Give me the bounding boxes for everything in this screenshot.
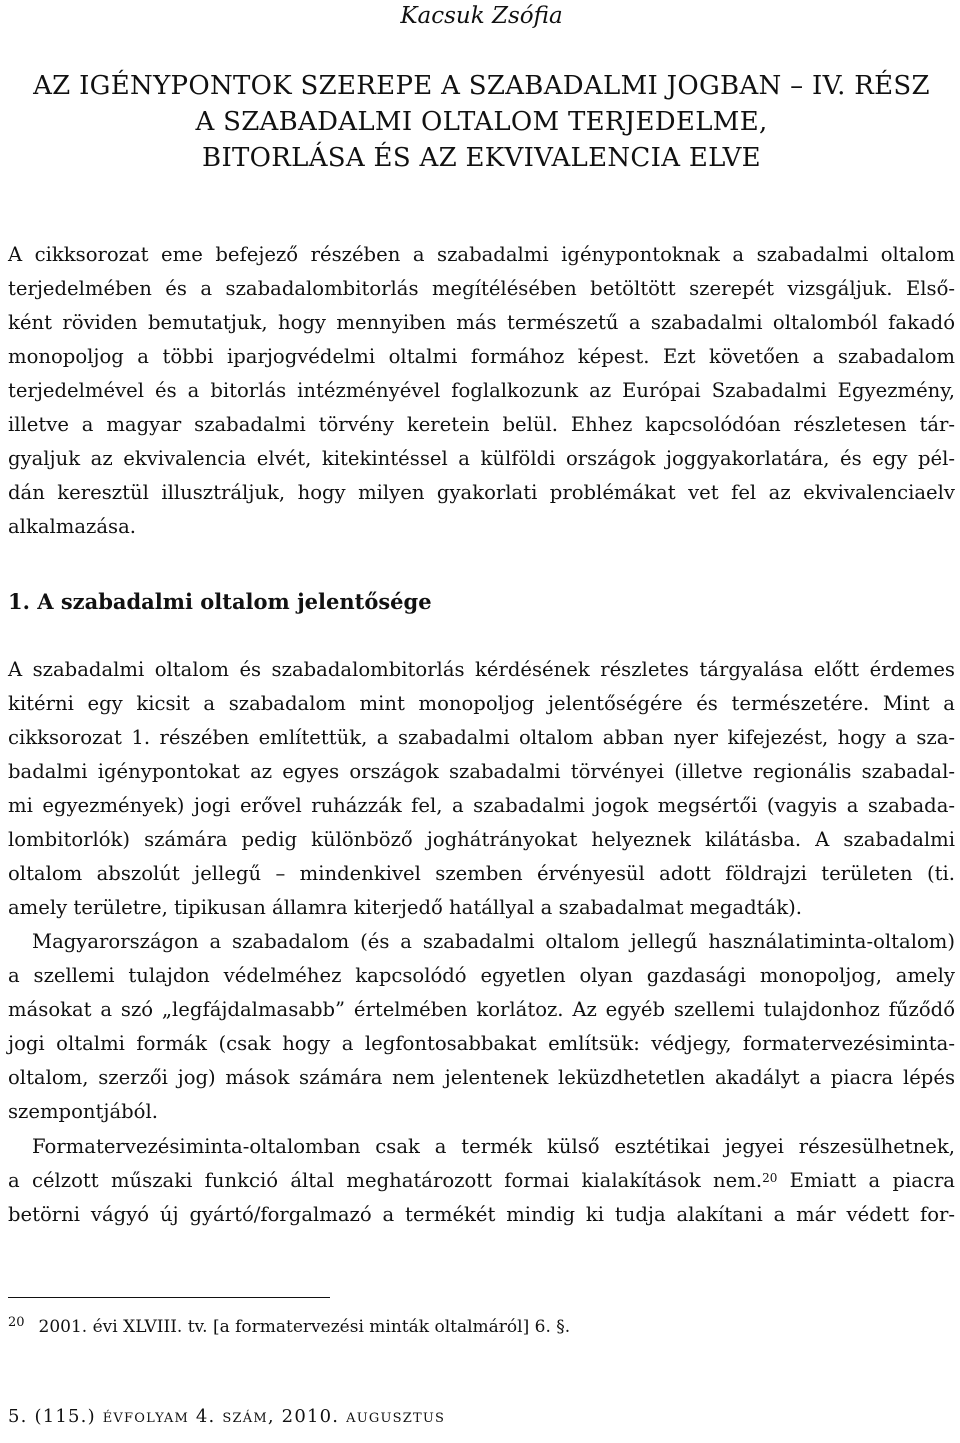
- article-title: [8, 68, 955, 176]
- text-line: Magyarországon a szabadalom (és a szabadalmi oltalom jellegű használatiminta-oltalom): [32, 930, 955, 953]
- footnote-number: 20: [8, 1315, 25, 1330]
- footnote-separator: [8, 1297, 330, 1298]
- text-line: szempontjából.: [8, 1100, 158, 1123]
- text-line: badalmi igénypontokat az egyes országok szabadalmi törvényei (illetve regionális szabadal-: [8, 760, 955, 783]
- document-page: [8, 0, 955, 1443]
- text-line: ként röviden bemutatjuk, hogy mennyiben más természetű a szabadalmi oltalomból fakadó: [8, 311, 955, 334]
- title-line: A SZABADALMI OLTALOM TERJEDELME,: [195, 107, 768, 137]
- text-line: monopoljog a többi iparjogvédelmi oltalmi formához képest. Ezt követően a szabadalom: [8, 345, 955, 368]
- text-line: lombitorlók) számára pedig különböző joghátrányokat helyeznek kilátásba. A szabadalmi: [8, 828, 955, 851]
- footnote-text: 2001. évi XLVIII. tv. [a formatervezési minták oltalmáról] 6. §.: [38, 1317, 571, 1337]
- text-line: terjedelmével és a bitorlás intézményével foglalkozunk az Európai Szabadalmi Egyezmény,: [8, 379, 955, 402]
- text-line: terjedelmében és a szabadalombitorlás megítélésében betöltött szerepét vizsgáljuk. Első-: [8, 277, 955, 300]
- text-line: A cikksorozat eme befejező részében a szabadalmi igénypontoknak a szabadalmi oltalom: [8, 243, 955, 266]
- body-paragraph-2: [8, 925, 955, 1129]
- text-segment: a célzott műszaki funkció által meghatározott formai kialakítások nem.: [8, 1169, 763, 1192]
- text-line: amely területre, tipikusan államra kiterjedő hatállyal a szabadalmat megadták).: [8, 896, 802, 919]
- text-line: jogi oltalmi formák (csak hogy a legfontosabbakat említsük: védjegy, formatervezésiminta-: [8, 1032, 955, 1055]
- text-line: alkalmazása.: [8, 515, 137, 538]
- body-paragraph-3: [8, 1130, 955, 1232]
- title-line: AZ IGÉNYPONTOK SZEREPE A SZABADALMI JOGBAN – IV. RÉSZ: [33, 71, 930, 101]
- text-line: oltalom, szerzői jog) mások számára nem jelentenek leküzdhetetlen akadályt a piacra lépés: [8, 1066, 955, 1089]
- text-line: illetve a magyar szabadalmi törvény keretein belül. Ehhez kapcsolódóan részletesen tár-: [8, 413, 955, 436]
- text-line: másokat a szó „legfájdalmasabb” értelmében korlátoz. Az egyéb szellemi tulajdonhoz fűződő: [8, 998, 955, 1021]
- footnote-reference[interactable]: 20: [762, 1171, 778, 1185]
- text-segment: Emiatt a piacra: [777, 1169, 955, 1192]
- text-line: mi egyezmények) jogi erővel ruházzák fel, a szabadalmi jogok megsértői (vagyis a szabada-: [8, 794, 955, 817]
- title-line: BITORLÁSA ÉS AZ EKVIVALENCIA ELVE: [202, 143, 761, 173]
- text-line: kitérni egy kicsit a szabadalom mint monopoljog jelentőségére és természetére. Mint a: [8, 692, 955, 715]
- text-line: a szellemi tulajdon védelméhez kapcsolódó egyetlen olyan gazdasági monopoljog, amely: [8, 964, 955, 987]
- text-line: dán keresztül illusztráljuk, hogy milyen gyakorlati problémákat vet fel az ekvivalenciaelv: [8, 481, 955, 504]
- text-line: gyaljuk az ekvivalencia elvét, kitekintéssel a külföldi országok joggyakorlatára, és egy pél-: [8, 447, 955, 470]
- abstract-paragraph: [8, 238, 955, 544]
- text-line: cikksorozat 1. részében említettük, a szabadalmi oltalom abban nyer kifejezést, hogy a sza-: [8, 726, 955, 749]
- footnote: [8, 1313, 570, 1341]
- text-line: betörni vágyó új gyártó/forgalmazó a termékét mindig ki tudja alakítani a már védett for-: [8, 1203, 955, 1226]
- body-paragraph-1: [8, 653, 955, 925]
- page-footer: 5. (115.) évfolyam 4. szám, 2010. augusztus: [8, 1406, 446, 1427]
- text-line: Formatervezésiminta-oltalomban csak a termék külső esztétikai jegyei részesülhetnek,: [32, 1135, 955, 1158]
- text-line: oltalom abszolút jellegű – mindenkivel szemben érvényesül adott földrajzi területen (ti.: [8, 862, 955, 885]
- text-line: [8, 1164, 955, 1198]
- author-name: Kacsuk Zsófia: [400, 3, 563, 29]
- text-line: A szabadalmi oltalom és szabadalombitorlás kérdésének részletes tárgyalása előtt érdemes: [8, 658, 955, 681]
- section-heading: 1. A szabadalmi oltalom jelentősége: [8, 589, 432, 614]
